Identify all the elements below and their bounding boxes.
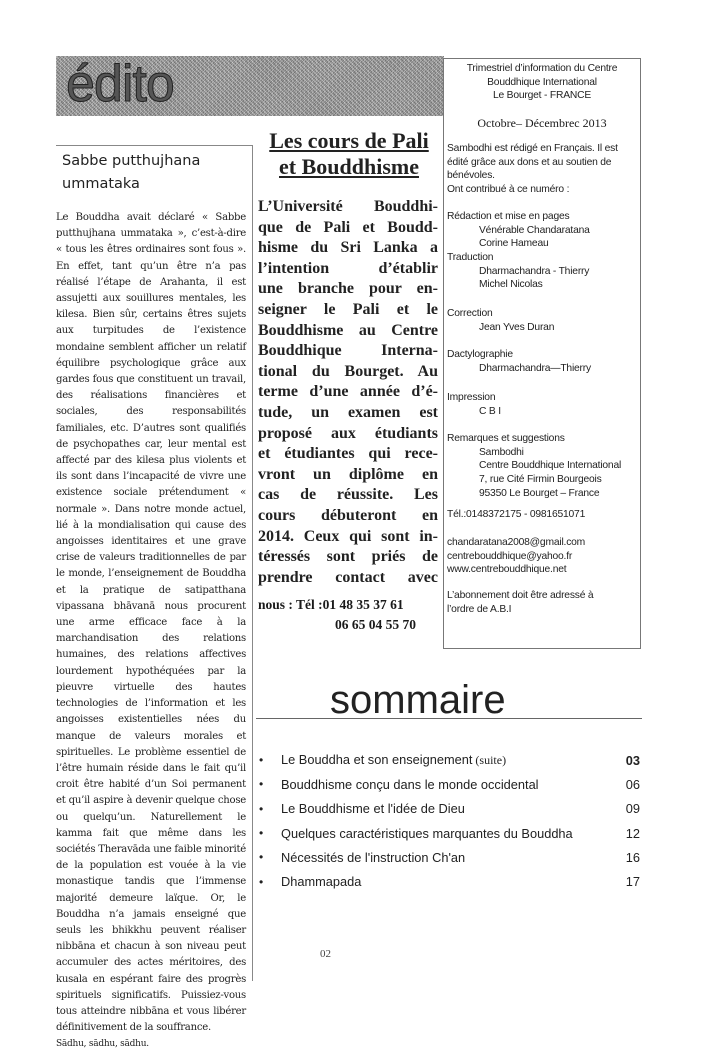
toc-item-title [281,801,612,816]
editorial-paragraph: Le Bouddha avait déclaré « Sabbe putthujhana ummataka », c’est-à-dire « tous les êtres ordinaires sont fous ». En effet, tant qu’un être n’a pas réalisé l’étape de Arahanta, il est assujetti aux souillures mentales, les kilesa. Bien sûr, certains êtres sujets aux turpitudes de l’existence mondaine semblent afficher un relatif équilibre psychologique grâce aux gardes fous que constituent un travail, des réalisations financières et sociales, des responsabilités familiales, etc. D’autres sont qualifiés de psychopathes car, leur mental est affecté par des kilesa plus violents et ils sont dans l’incapacité de vivre une existence sociale prétendument « normale ». Dans notre monde actuel, lié à la mondialisation qui cause des angoisses identitaires et une grave crise de valeurs traditionnelles de par le monde, l’enseignement de Bouddha et la pratique de satipatthana vipassana bhāvanā nous procurent une arme efficace face à la marchandisation des relations humaines, des relations affectives lourdement hypothéquées par la pieuvre virtuelle des hautes technologies de l’information et les angoisses existentielles nées du manque de valeurs morales et spirituelles. Le problème essentiel de l’être humain réside dans le fait qu’il croit être habité d’un Soi permanent et qu’il aspire à devenir quelque chose ou quelqu’un. Naturellement le kamma fait que même dans les sociétés Theravāda une faible minorité de la population est vouée à la vie monastique tandis que l’immense majorité demeure laïque. Or, le Bouddha n’a jamais enseigné que seuls les bhikkhu peuvent réaliser nibbāna et chacun à son niveau peut accumuler des actes méritoires, des kusala en espérant faire des progrès spirituels significatifs. Puissiez-vous tous atteindre nibbāna et vous libérer définitivement de la souffrance. [56,212,246,1034]
editorial-signoff: Sādhu, sādhu, sādhu. [56,1039,149,1050]
credit-name: Corine Hameau [479,238,549,250]
credit-correction [447,307,639,334]
credit-remarques [447,432,639,501]
article-line: que de Pali et Boudd- [258,218,438,236]
issue-date: Octobre– Décembrec 2013 [477,116,607,130]
credit-name: Dharmachandra - Thierry [479,265,590,277]
article-line: 2014. Ceux qui sont in- [258,527,438,545]
toc-item-page: 03 [625,752,640,768]
contact-phone: Tél.:0148372175 - 0981651071 [447,509,586,520]
toc-item-page: 09 [625,801,640,817]
article-line: L’Université Bouddhi- [258,198,438,215]
article-contact-line [258,597,404,613]
credit-role: Dactylographie [447,349,513,360]
toc-item-title [281,752,612,768]
subscription-line1: L’abonnement doit être adressé à [447,590,594,601]
article-line: cours débuteront en [258,506,438,524]
article-phone-label: Tél : [296,597,323,612]
bullet-icon: • [259,826,264,841]
intro-line3: bénévoles. [447,170,495,182]
article-line: seigner le Pali et le [258,300,438,318]
credit-name: 7, rue Cité Firmin Bourgeois [479,474,602,486]
credit-name: Vénérable Chandaratana [479,224,590,236]
credit-name: Centre Bouddhique International [479,460,622,472]
article-line: une branche pour en- [258,280,438,298]
masthead-line3: Le Bourget - FRANCE [492,90,592,102]
credit-role: Rédaction et mise en pages [447,211,570,222]
credit-dactylographie [447,348,639,375]
toc-item-title-text: Quelques caractéristiques marquantes du Bouddha [281,825,573,841]
credit-name: Michel Nicolas [479,279,543,291]
article-line: et étudiantes qui rece- [258,445,438,463]
bullet-icon: • [259,753,264,768]
article-title-line2: et Bouddhisme [279,154,419,179]
article-line: proposé aux étudiants [258,424,438,442]
toc-item-title [281,826,612,841]
toc-item-title-text: Bouddhisme conçu dans le monde occidental [281,776,539,792]
article-line: tional du Bourget. Au [258,362,438,380]
intro-line1: Sambodhi est rédigé en Français. Il est [447,143,618,154]
toc-item-title [281,777,612,792]
credit-role: Impression [447,392,496,403]
editorial-heading-line1: Sabbe putthujhana [62,153,201,169]
toc-item-title-text: Dhammapada [281,874,362,890]
bullet-icon: • [259,777,264,792]
sommaire-title: sommaire [330,678,506,722]
table-of-contents [256,748,640,894]
contact-links [447,536,639,577]
toc-item-title [281,874,612,889]
article-contact-prefix: nous : [258,597,297,612]
article-line: terme d’une année d’é- [258,383,438,401]
article-body [258,197,438,588]
credit-name: Jean Yves Duran [479,321,555,333]
toc-item-page: 06 [625,776,640,792]
toc-item[interactable] [256,845,640,869]
edito-title: édito [66,55,174,113]
article-line: l’intention d’établir [258,259,438,277]
article-phone-1: 01 48 35 37 61 [322,597,404,612]
toc-item[interactable] [256,797,640,821]
subscription-note [447,589,639,616]
credit-impression [447,391,639,418]
toc-item[interactable] [256,772,640,796]
masthead-intro [447,142,639,197]
bullet-icon: • [259,801,264,816]
intro-line2: édité grâce aux dons et au soutien de [447,156,612,168]
masthead-line1: Trimestriel d’information du Centre [466,63,618,74]
bullet-icon: • [259,850,264,865]
article-line: vront un diplôme en [258,465,438,483]
credit-redaction [447,210,639,251]
bullet-icon: • [259,874,264,889]
email-link-2[interactable]: centrebouddhique@yahoo.fr [447,550,573,562]
article-line: Bouddhisme au Centre [258,321,438,339]
credit-name: 95350 Le Bourget – France [479,487,600,499]
credit-role: Correction [447,308,493,319]
article-line: prendre contact avec [258,568,438,586]
masthead-line2: Bouddhique International [487,76,597,88]
email-link-1[interactable]: chandaratana2008@gmail.com [447,537,586,548]
intro-line4: Ont contribué à ce numéro : [447,184,570,196]
editorial-heading-line2: ummataka [62,176,140,192]
article-phone-2: 06 65 04 55 70 [335,617,416,632]
credit-name: Sambodhi [479,446,524,458]
toc-item[interactable] [256,869,640,893]
article-line: Bouddhique Interna- [258,342,438,360]
toc-item-title-text: Nécessités de l'instruction Ch'an [281,849,466,865]
toc-item[interactable] [256,821,640,845]
toc-item-page: 17 [625,874,640,890]
article-line: cas de réussite. Les [258,486,438,504]
toc-item[interactable] [256,748,640,772]
article-title-line1: Les cours de Pali [269,128,429,153]
credit-role: Traduction [447,252,494,263]
sommaire-divider [256,718,642,719]
page-number: 02 [320,948,331,960]
article-title [256,128,442,180]
toc-item-title-text: Le Bouddha et son enseignement [281,752,473,768]
subscription-line2: l’ordre de A.B.I [447,603,512,615]
toc-item-suffix: (suite) [472,753,507,768]
editorial-heading [62,150,252,196]
credit-traduction [447,251,639,292]
toc-item-title [281,850,612,865]
toc-item-title-text: Le Bouddhisme et l'idée de Dieu [281,801,465,817]
website-link[interactable]: www.centrebouddhique.net [447,564,567,576]
toc-item-page: 16 [625,849,640,865]
credit-name: Dharmachandra—Thierry [479,362,591,374]
toc-item-page: 12 [625,825,640,841]
credit-name: C B I [479,405,501,417]
masthead-header [444,62,640,103]
article-line: téressés sont priés de [258,548,438,566]
credit-role: Remarques et suggestions [447,433,565,444]
editorial-body [56,210,246,1053]
article-line: hisme du Sri Lanka a [258,239,438,257]
article-line: tude, un examen est [258,403,438,421]
